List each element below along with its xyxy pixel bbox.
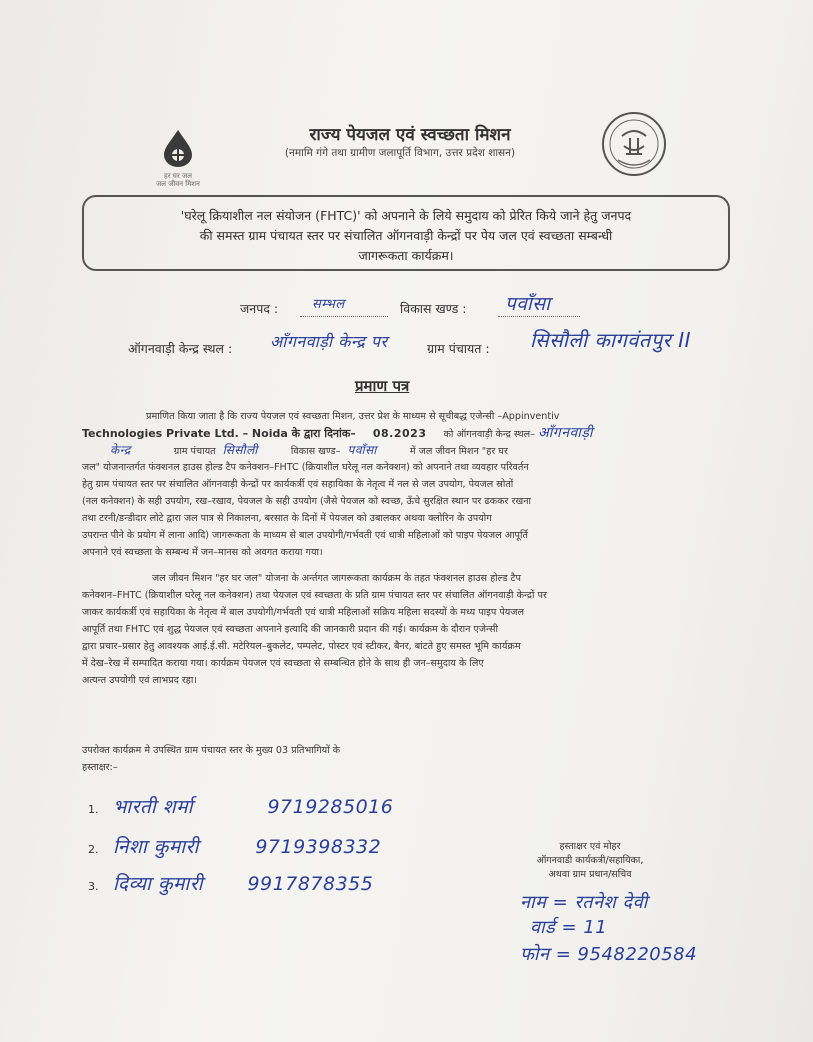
para2	[82, 570, 732, 689]
participant-phone: 9719285016	[267, 796, 394, 818]
participant-row	[88, 793, 393, 819]
program-title-box	[82, 195, 730, 271]
panchayat-label: ग्राम पंचायत :	[427, 341, 490, 356]
block-hand: पवाँसा	[347, 443, 377, 457]
participant-phone: 9719398332	[255, 836, 382, 858]
para1-line1: प्रमाणित किया जाता है कि राज्य पेयजल एवं स्वच्छता मिशन, उत्तर प्रेश के माध्यम से सूचीबद्ध एजेन्सी –Appinventiv	[146, 411, 560, 422]
para1-rest	[82, 459, 732, 561]
centre-hand-cont: केन्द्र	[110, 443, 131, 457]
emblem-seal-icon	[600, 108, 668, 180]
block-text: विकास खण्ड–	[290, 446, 341, 457]
org-title: राज्य पेयजल एवं स्वच्छता मिशन	[309, 125, 511, 145]
participants-intro-line: उपरोक्त कार्यक्रम मे उपस्थित ग्राम पंचायत स्तर के मुख्य 03 प्रतिभागियों के	[82, 745, 341, 756]
participants-intro-line: हस्ताक्षर:–	[82, 762, 118, 773]
para1-line: हेतु ग्राम पंचायत स्तर पर संचालित ऑगनवाड़ी केन्द्रों पर कार्यकर्त्री एवं सहायिका के नेतृत्व में नल से जल उपयोग, पेयजल स्रोतों	[82, 479, 514, 490]
centre-place-hand: आँगनवाड़ी	[538, 425, 593, 441]
jal-jeevan-mission-logo	[150, 128, 206, 188]
participant-signature: भारती शर्मा	[112, 796, 193, 818]
panchayat-text: ग्राम पंचायत	[173, 446, 216, 457]
program-date: 08.2023	[372, 427, 427, 440]
program-title-line: जागरूकता कार्यक्रम।	[358, 248, 454, 263]
block-value: पवाँसा	[505, 293, 551, 315]
para1-line: (नल कनेक्शन) के सही उपयोग, रख–रखाव, पेयजल के सही उपयोग (जैसे पेयजल को स्वच्छ, ऊँचे सुरक्षित स्थान पर ढककर रखना	[82, 496, 532, 507]
para2-line: में देख–रेख में सम्पादित कराया गया। कार्यक्रम पेयजल एवं स्वच्छता से सम्बन्धित होने के साथ ही जन–समुदाय के लिए	[82, 658, 484, 669]
para2-line: जल जीवन मिशन "हर घर जल" योजना के अर्न्तगत जागरूकता कार्यक्रम के तहत फंक्शनल हाउस होल्ड टैप	[152, 573, 521, 584]
para1-line2	[82, 425, 732, 443]
participant-signature: निशा कुमारी	[112, 836, 199, 858]
para2-line: जाकर कार्यकर्त्री एवं सहायिका के नेतृत्व में बाल उपयोगी/गर्भवती एवं धात्री महिलाओं सक्रिय महिला सदस्यों के मध्य पाइप पेयजल	[82, 607, 524, 618]
district-value: सम्भल	[312, 297, 345, 312]
para1-line: अपनाने एवं स्वच्छता के सम्बन्ध में जन–मानस को अवगत कराया गया।	[82, 547, 323, 558]
para1-line: तथा टरनी/डन्डीदार लोटे द्वारा जल पात्र से निकालना, बरसात के दिनों में पेयजल को उबालकर अथवा क्लोरिन के उपयोग	[82, 513, 492, 524]
panchayat-hand: सिसौली	[222, 443, 258, 457]
para1-line: जल" योजनान्तर्गत फंक्शनल हाउस होल्ड टैप कनेक्शन–FHTC (क्रियाशील घरेलू नल कनेक्शन) को अपनाने तथा व्यवहार परिवर्तन	[82, 462, 529, 473]
participant-row	[88, 870, 373, 896]
signatory-line: ऑगनवाडी कार्यकत्री/सहायिका,	[536, 855, 644, 866]
para1-line3	[82, 442, 732, 460]
centre-place-text: को ऑगनवाड़ी केन्द्र स्थल–	[443, 429, 535, 440]
para2-line: आपूर्ति तथा FHTC एवं शुद्ध पेयजल एवं स्वच्छता अपनाने इत्यादि की जानकारी प्रदान की गई। कार्यक्रम के दौरान एजेन्सी	[82, 624, 499, 635]
certificate-title: प्रमाण पत्र	[355, 377, 410, 395]
para1-line: उपरान्त पीने के प्रयोग में लाना आदि) जागरूकता के माध्यम से बाल उपयोगी/गर्भवती एवं धात्री महिलाओं को पाइप पेयजल आपूर्ति	[82, 530, 528, 541]
district-label: जनपद :	[240, 301, 279, 316]
program-title-line: की समस्त ग्राम पंचायत स्तर पर संचालित ऑगनवाड़ी केन्द्रों पर पेय जल एवं स्वच्छता सम्बन्धी	[199, 228, 613, 243]
signatory-line: अथवा ग्राम प्रधान/सचिव	[548, 869, 632, 880]
participant-row	[88, 833, 381, 859]
water-drop-icon	[150, 128, 206, 168]
participant-signature: दिव्या कुमारी	[112, 873, 204, 895]
mission-text: में जल जीवन मिशन "हर घर	[409, 446, 508, 457]
participant-number: 3.	[88, 880, 99, 893]
up-government-emblem	[600, 108, 668, 180]
participant-number: 2.	[88, 843, 99, 856]
centre-label: ऑगनवाड़ी केन्द्र स्थल :	[128, 341, 233, 356]
para2-line: अत्यन्त उपयोगी एवं लाभप्रद रहा।	[82, 675, 198, 686]
signatory-line: हस्ताक्षर एवं मोहर	[559, 841, 621, 852]
logo-subline: जल जीवन मिशन	[156, 180, 200, 188]
signatory-block	[515, 840, 665, 882]
participant-phone: 9917878355	[247, 873, 374, 895]
signatory-ward: वार्ड = 11	[530, 917, 608, 938]
panchayat-value: सिसौली कागवंतपुर II	[530, 328, 692, 352]
signatory-name: नाम = रतनेश देवी	[520, 892, 648, 913]
org-subtitle: (नमामि गंगे तथा ग्रामीण जलापूर्ति विभाग, उत्तर प्रदेश शासन)	[284, 147, 516, 159]
program-title-line: 'घरेलू क्रियाशील नल संयोजन (FHTC)' को अपनाने के लिये समुदाय को प्रेरित किये जाने हेतु जनपद	[180, 208, 632, 223]
para2-line: कनेक्शन–FHTC (क्रियाशील घरेलू नल कनेक्शन) तथा पेयजल एवं स्वच्छता के प्रति ग्राम पंचायत स्तर पर संचालित ऑगनवाड़ी केन्द्रों पर	[82, 590, 547, 601]
signatory-phone: फोन = 9548220584	[520, 944, 698, 965]
centre-value: आँगनवाड़ी केन्द्र पर	[270, 332, 388, 351]
logo-tagline: हर घर जल	[164, 172, 192, 180]
participant-number: 1.	[88, 803, 99, 816]
block-label: विकास खण्ड :	[400, 301, 467, 316]
para2-line: द्वारा प्रचार–प्रसार हेतु आवश्यक आई.ई.सी. मटेरियल–बुकलेट, पम्पलेट, पोस्टर एवं स्टीकर, बैनर, बांटते हुए समस्त भूमि कार्यक्रम	[82, 641, 521, 652]
agency-text: Technologies Private Ltd. – Noida के द्वारा दिनांक–	[82, 427, 356, 440]
participants-intro	[82, 742, 502, 776]
